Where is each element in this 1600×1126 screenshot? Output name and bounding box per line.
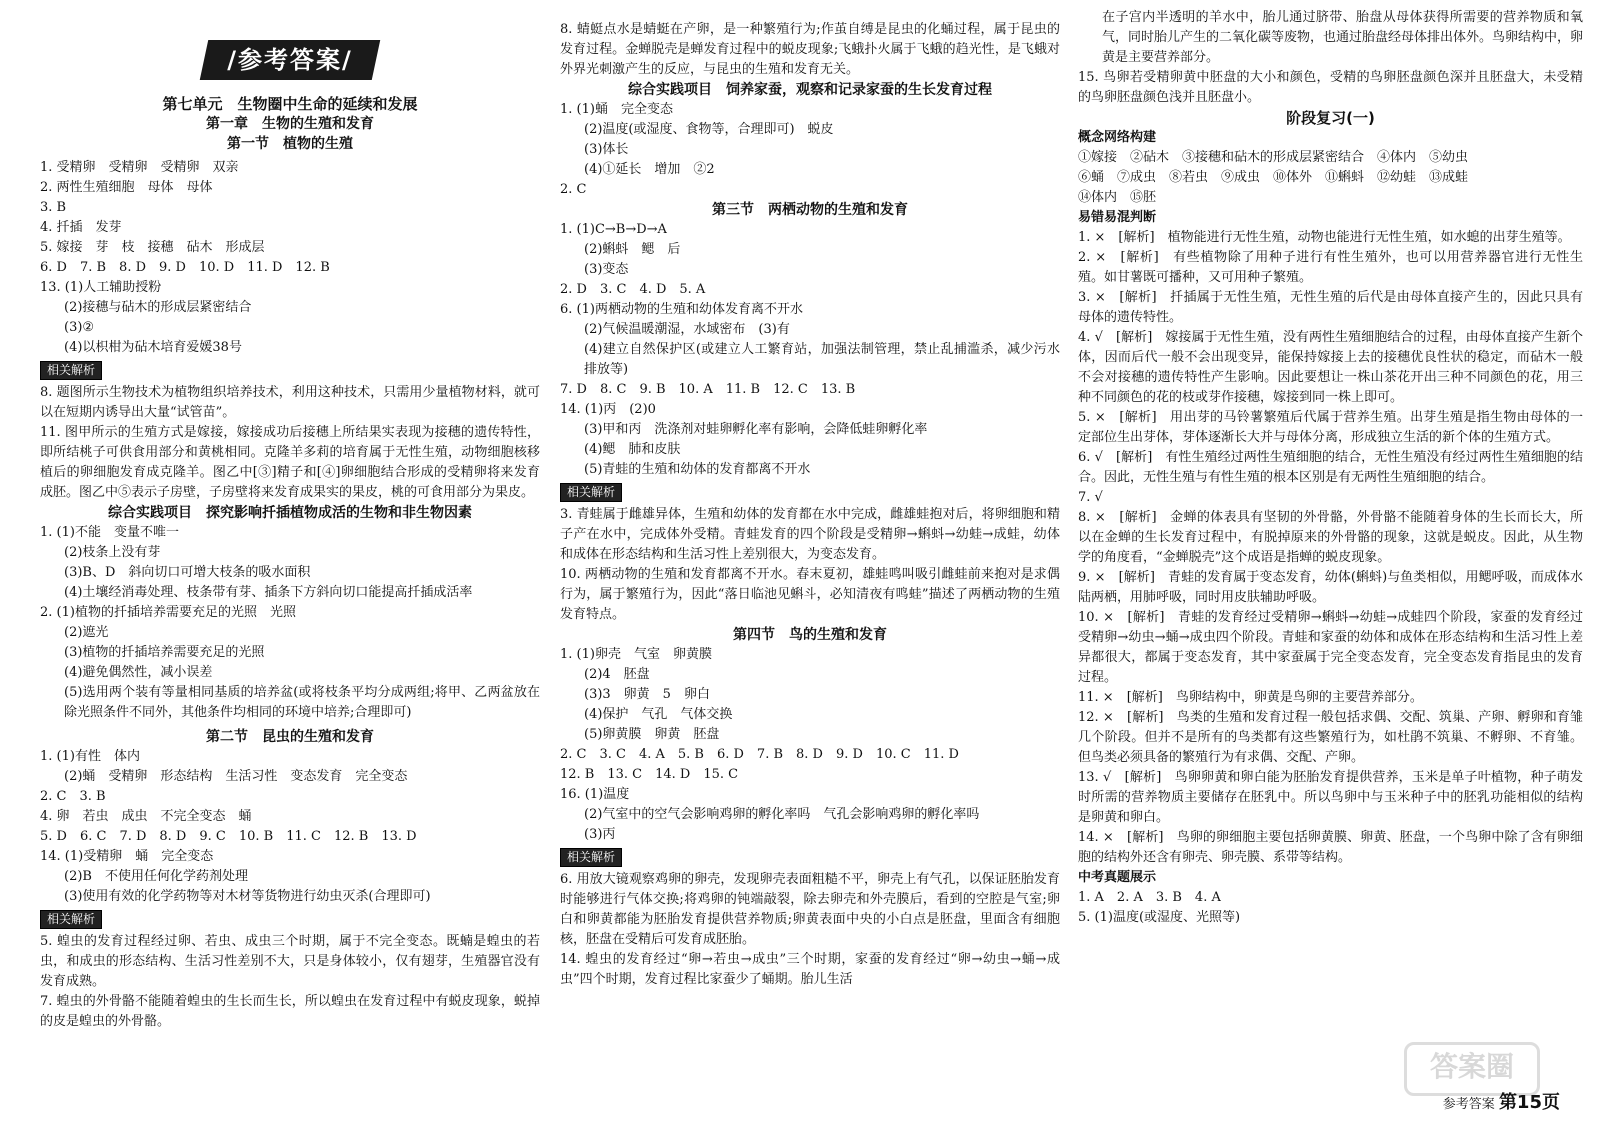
section-4-title: 第四节 鸟的生殖和发育	[733, 627, 887, 643]
answer-line: 6. (1)两栖动物的生殖和幼体发育离不开水	[560, 302, 803, 317]
answer-line: 12. B 13. C 14. D 15. C	[560, 767, 739, 782]
chapter-title: 第一章 生物的生殖和发育	[206, 116, 374, 132]
answer-line: (2)蛹 受精卵 形态结构 生活习性 变态发育 完全变态	[64, 769, 408, 784]
judge-item: 9. × [解析] 青蛙的发育属于变态发育，幼体(蝌蚪)与鱼类相似，用鳃呼吸，而成体水陆两栖，用肺呼吸，同时用皮肤辅助呼吸。	[1078, 570, 1583, 605]
answer-line: 1. (1)有性 体内	[40, 749, 140, 764]
analysis-paragraph: 3. 青蛙属于雌雄异体，生殖和幼体的发育都在水中完成，雌雄蛙抱对后，将卵细胞和精子产在水中，完成体外受精。青蛙发育的四个阶段是受精卵→蝌蚪→幼蛙→成蛙，幼体和成体在形态结构和生活习性上差别很大，为变态发育。	[560, 507, 1060, 562]
answer-line: 2. C 3. C 4. A 5. B 6. D 7. B 8. D 9. D 10. C 11. D	[560, 747, 959, 762]
analysis-paragraph: 11. 图甲所示的生殖方式是嫁接，嫁接成功后接穗上所结果实表现为接穗的遗传特性，即所结桃子可供食用部分和黄桃相同。克隆羊多莉的培育属于无性生殖，动物细胞核移植后的卵细胞发育成克隆羊。图乙中[③]精子和[④]卵细胞结合形成的受精卵将来发育成胚。图乙中⑤表示子房壁，子房壁将来发育成果实的果皮，桃的可食用部分为果皮。	[40, 425, 540, 500]
answer-line: 5. D 6. C 7. D 8. D 9. C 10. B 11. C 12. B 13. D	[40, 829, 417, 844]
answer-line: (3)②	[64, 320, 95, 335]
answer-line: 13. (1)人工辅助授粉	[40, 280, 162, 295]
answer-line: 2. C	[560, 182, 587, 197]
judge-item: 10. × [解析] 青蛙的发育经过受精卵→蝌蚪→幼蛙→成蛙四个阶段，家蚕的发育经过受精卵→幼虫→蛹→成虫四个阶段。青蛙和家蚕的幼体和成体在形态结构和生活习性上差异都很大，都属于变态发育，其中家蚕属于完全变态发育，完全变态发育指昆虫的发育过程。	[1078, 610, 1583, 685]
exam-line: 1. A 2. A 3. B 4. A	[1078, 890, 1221, 905]
answer-line: 1. 受精卵 受精卵 受精卵 双亲	[40, 160, 239, 175]
concept-line: ⑭体内 ⑮胚	[1078, 190, 1157, 205]
project-1-title: 综合实践项目 探究影响扦插植物成活的生物和非生物因素	[108, 505, 472, 521]
answer-line: (2)B 不使用任何化学药剂处理	[64, 869, 248, 884]
concept-line: ①嫁接 ②砧木 ③接穗和砧木的形成层紧密结合 ④体内 ⑤幼虫	[1078, 150, 1469, 165]
analysis-paragraph: 7. 蝗虫的外骨骼不能随着蝗虫的生长而生长，所以蝗虫在发育过程中有蜕皮现象，蜕掉的皮是蝗虫的外骨骼。	[40, 994, 540, 1029]
column-1	[40, 94, 540, 1032]
answer-line: 4. 卵 若虫 成虫 不完全变态 蛹	[40, 809, 252, 824]
watermark-logo: 答案圈	[1404, 1042, 1540, 1096]
page-footer	[1443, 1088, 1560, 1114]
judge-item: 13. √ [解析] 鸟卵卵黄和卵白能为胚胎发育提供营养，玉米是单子叶植物，种子萌发时所需的营养物质主要储存在胚乳中。所以鸟卵中与玉米种子中的胚乳功能相似的结构是卵黄和卵白。	[1078, 770, 1583, 825]
answer-line: (3)3 卵黄 5 卵白	[584, 687, 710, 702]
answer-line: (3)变态	[584, 262, 629, 277]
answer-line: (4)避免偶然性，减小误差	[64, 665, 213, 680]
judge-item: 12. × [解析] 鸟类的生殖和发育过程一般包括求偶、交配、筑巢、产卵、孵卵和育雏几个阶段。但并不是所有的鸟类都有这些繁殖行为，如杜鹃不筑巢、不孵卵、不育雏。但鸟类必须具备的繁殖行为有求偶、交配、产卵。	[1078, 710, 1583, 765]
judge-item: 8. × [解析] 金蝉的体表具有坚韧的外骨骼，外骨骼不能随着身体的生长而长大，所以在金蝉的生长发育过程中，有脱掉原来的外骨骼的现象，这就是蜕皮。因此，从生物学的角度看，“金蝉脱壳”这个成语是指蝉的蜕皮现象。	[1078, 510, 1583, 565]
answer-line: 14. (1)受精卵 蛹 完全变态	[40, 849, 214, 864]
analysis-paragraph: 8. 蜻蜓点水是蜻蜓在产卵，是一种繁殖行为;作茧自缚是昆虫的化蛹过程，属于昆虫的发育过程。金蝉脱壳是蝉发育过程中的蜕皮现象;飞蛾扑火属于飞蛾的趋光性，是飞蛾对外界光刺激产生的反应，与昆虫的生殖和发育无关。	[560, 22, 1060, 77]
concept-line: ⑥蛹 ⑦成虫 ⑧若虫 ⑨成虫 ⑩体外 ⑪蝌蚪 ⑫幼蛙 ⑬成蛙	[1078, 170, 1469, 185]
answer-line: 1. (1)C→B→D→A	[560, 222, 667, 237]
analysis-paragraph: 14. 蝗虫的发育经过“卵→若虫→成虫”三个时期，家蚕的发育经过“卵→幼虫→蛹→成虫”四个时期，发育过程比家蚕少了蛹期。胎儿生活	[560, 952, 1060, 987]
analysis-badge: 相关解析	[40, 910, 102, 929]
answer-line: (2)气候温暖潮湿，水域密布 (3)有	[584, 322, 790, 337]
exam-line: 5. (1)温度(或湿度、光照等)	[1078, 910, 1241, 925]
judge-item: 4. √ [解析] 嫁接属于无性生殖，没有两性生殖细胞结合的过程，由母体直接产生新个体，因而后代一般不会出现变异，能保持嫁接上去的接穗优良性状的稳定，而砧木一般不会对接穗的遗传特性产生影响。因此要想让一株山茶花开出三种不同颜色的花，用三种不同颜色的花的枝或芽作接穗，嫁接到同一株上即可。	[1078, 330, 1583, 405]
analysis-badge: 相关解析	[560, 848, 622, 867]
answer-line: 2. (1)植物的扦插培养需要充足的光照 光照	[40, 605, 296, 620]
answer-line: (2)蝌蚪 鳃 后	[584, 242, 681, 257]
answer-line: (3)甲和丙 洗涤剂对蛙卵孵化率有影响，会降低蛙卵孵化率	[584, 422, 928, 437]
answer-line: 15. 鸟卵若受精卵黄中胚盘的大小和颜色，受精的鸟卵胚盘颜色深并且胚盘大，未受精的鸟卵胚盘颜色浅并且胚盘小。	[1078, 70, 1583, 105]
section-1-title: 第一节 植物的生殖	[227, 136, 353, 152]
answer-line: 2. D 3. C 4. D 5. A	[560, 282, 706, 297]
answer-line: (2)遮光	[64, 625, 109, 640]
answer-line: (5)选用两个装有等量相同基质的培养盆(或将枝条平均分成两组;将甲、乙两盆放在除光照条件不同外，其他条件均相同的环境中培养;合理即可)	[64, 685, 540, 720]
answer-line: (4)鳃 肺和皮肤	[584, 442, 681, 457]
judge-item: 14. × [解析] 鸟卵的卵细胞主要包括卵黄膜、卵黄、胚盘，一个鸟卵中除了含有卵细胞的结构外还含有卵壳、卵壳膜、系带等结构。	[1078, 830, 1583, 865]
answer-line: 1. (1)卵壳 气室 卵黄膜	[560, 647, 712, 662]
answer-line: (4)①延长 增加 ②2	[584, 162, 715, 177]
judge-heading: 易错易混判断	[1078, 210, 1157, 225]
answer-line: (3)B、D 斜向切口可增大枝条的吸水面积	[64, 565, 311, 580]
judge-item: 3. × [解析] 扦插属于无性生殖，无性生殖的后代是由母体直接产生的，因此只具有母体的遗传特性。	[1078, 290, 1583, 325]
analysis-paragraph: 10. 两栖动物的生殖和发育都离不开水。春末夏初，雄蛙鸣叫吸引雌蛙前来抱对是求偶行为，属于繁殖行为，因此“落日临池见蝌斗，必知清夜有鸣蛙”描述了两栖动物的生殖发育特点。	[560, 567, 1060, 622]
judge-item: 1. × [解析] 植物能进行无性生殖，动物也能进行无性生殖，如水螅的出芽生殖等。	[1078, 230, 1571, 245]
judge-item: 7. √	[1078, 490, 1103, 505]
answer-line: (5)青蛙的生殖和幼体的发育都离不开水	[584, 462, 811, 477]
answer-line: (2)4 胚盘	[584, 667, 650, 682]
analysis-paragraph: 8. 题图所示生物技术为植物组织培养技术，利用这种技术，只需用少量植物材料，就可以在短期内诱导出大量“试管苗”。	[40, 385, 540, 420]
column-2	[560, 20, 1060, 990]
answer-key-banner	[196, 40, 384, 82]
answer-line: 1. (1)蛹 完全变态	[560, 102, 673, 117]
answer-line: (4)土壤经消毒处理、枝条带有芽、插条下方斜向切口能提高扦插成活率	[64, 585, 473, 600]
judge-item: 6. √ [解析] 有性生殖经过两性生殖细胞的结合，无性生殖没有经过两性生殖细胞的结合。因此，无性生殖与有性生殖的根本区别是有无两性生殖细胞的结合。	[1078, 450, 1583, 485]
answer-line: (2)气室中的空气会影响鸡卵的孵化率吗 气孔会影响鸡卵的孵化率吗	[584, 807, 980, 822]
answer-line: 4. 扦插 发芽	[40, 220, 122, 235]
analysis-badge: 相关解析	[560, 483, 622, 502]
judge-item: 5. × [解析] 用出芽的马铃薯繁殖后代属于营养生殖。出芽生殖是指生物由母体的一定部位生出芽体，芽体逐渐长大并与母体分离，形成独立生活的新个体的生殖方式。	[1078, 410, 1583, 445]
answer-line: (4)保护 气孔 气体交换	[584, 707, 733, 722]
analysis-paragraph: 5. 蝗虫的发育过程经过卵、若虫、成虫三个时期，属于不完全变态。既蝻是蝗虫的若虫，和成虫的形态结构、生活习性差别不大，只是身体较小，仅有翅芽，生殖器官没有发育成熟。	[40, 934, 540, 989]
answer-line: 2. C 3. B	[40, 789, 106, 804]
section-2-title: 第二节 昆虫的生殖和发育	[206, 729, 374, 745]
answer-line: 7. D 8. C 9. B 10. A 11. B 12. C 13. B	[560, 382, 856, 397]
answer-line: (4)以枳柑为砧木培育爱媛38号	[64, 340, 242, 355]
answer-line: (2)枝条上没有芽	[64, 545, 161, 560]
answer-line: 5. 嫁接 芽 枝 接穗 砧木 形成层	[40, 240, 265, 255]
analysis-badge: 相关解析	[40, 361, 102, 380]
banner-title: /参考答案/	[227, 46, 353, 74]
answer-line: (3)体长	[584, 142, 629, 157]
answer-line: 3. B	[40, 200, 67, 215]
answer-line: 16. (1)温度	[560, 787, 630, 802]
answer-line: (2)接穗与砧木的形成层紧密结合	[64, 300, 252, 315]
answer-line: 6. D 7. B 8. D 9. D 10. D 11. D 12. B	[40, 260, 330, 275]
analysis-paragraph: 6. 用放大镜观察鸡卵的卵壳，发现卵壳表面粗糙不平，卵壳上有气孔，以保证胚胎发育时能够进行气体交换;将鸡卵的钝端敲裂，除去卵壳和外壳膜后，看到的空腔是气室;卵白和卵黄都能为胚胎发育提供营养物质;卵黄表面中央的小白点是胚盘，里面含有细胞核，胚盘在受精后可发育成胚胎。	[560, 872, 1060, 947]
unit-title: 第七单元 生物圈中生命的延续和发展	[162, 95, 418, 113]
answer-line: (2)温度(或湿度、食物等，合理即可) 蜕皮	[584, 122, 834, 137]
column-3	[1078, 8, 1583, 928]
answer-line: (3)使用有效的化学药物等对木材等货物进行幼虫灭杀(合理即可)	[64, 889, 431, 904]
answer-line: (3)丙	[584, 827, 616, 842]
concept-heading: 概念网络构建	[1078, 130, 1157, 145]
answer-line: (4)建立自然保护区(或建立人工繁育站，加强法制管理，禁止乱捕滥杀，减少污水排放等)	[584, 342, 1060, 377]
footer-label: 参考答案	[1442, 1097, 1495, 1112]
analysis-paragraph: 在子宫内半透明的羊水中，胎儿通过脐带、胎盘从母体获得所需要的营养物质和氧气，同时胎儿产生的二氧化碳等废物，也通过胎盘经母体排出体外。鸟卵结构中，卵黄是主要营养部分。	[1102, 10, 1584, 65]
answer-line: (5)卵黄膜 卵黄 胚盘	[584, 727, 720, 742]
answer-line: 1. (1)不能 变量不唯一	[40, 525, 179, 540]
judge-item: 2. × [解析] 有些植物除了用种子进行有性生殖外，也可以用营养器官进行无性生殖。如甘薯既可播种，又可用种子繁殖。	[1078, 250, 1583, 285]
judge-item: 11. × [解析] 鸟卵结构中，卵黄是鸟卵的主要营养部分。	[1078, 690, 1423, 705]
project-2-title: 综合实践项目 饲养家蚕，观察和记录家蚕的生长发育过程	[628, 82, 992, 98]
answer-line: 2. 两性生殖细胞 母体 母体	[40, 180, 213, 195]
review-title: 阶段复习(一)	[1286, 109, 1375, 127]
section-3-title: 第三节 两栖动物的生殖和发育	[712, 202, 908, 218]
page-number: 第15页	[1498, 1092, 1560, 1113]
answer-line: 14. (1)丙 (2)0	[560, 402, 656, 417]
answer-line: (3)植物的扦插培养需要充足的光照	[64, 645, 265, 660]
exam-heading: 中考真题展示	[1078, 870, 1157, 885]
